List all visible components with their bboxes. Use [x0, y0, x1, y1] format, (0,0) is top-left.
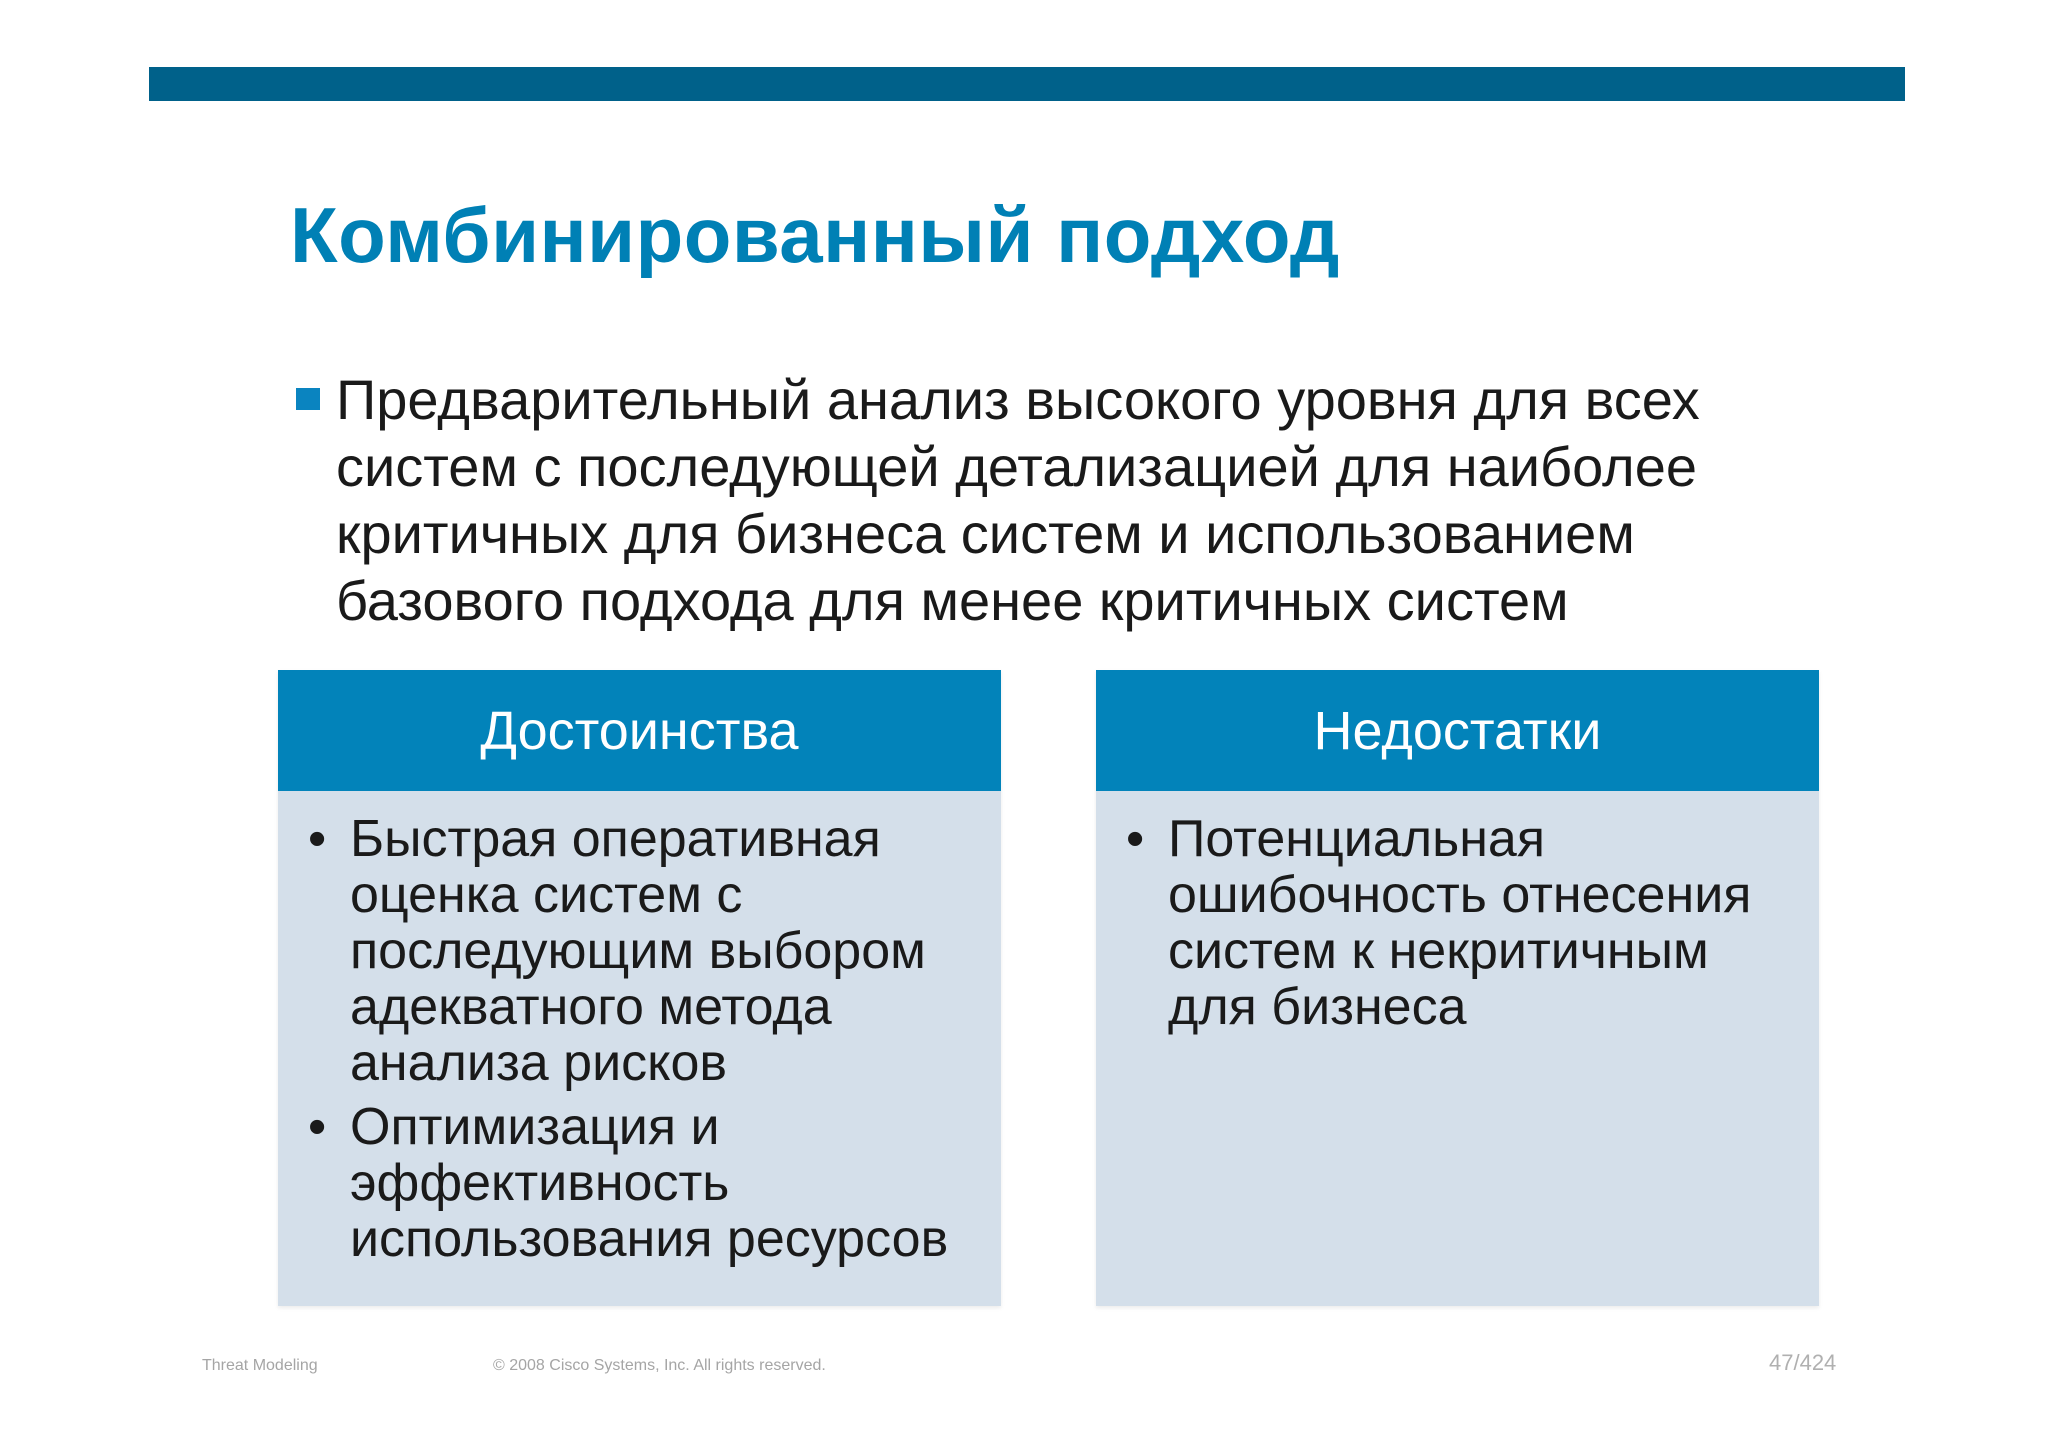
bullet-dot-icon: •	[308, 810, 327, 868]
pros-panel	[278, 670, 1001, 1306]
top-accent-bar	[149, 67, 1905, 101]
bullet-dot-icon: •	[308, 1098, 327, 1156]
footer-label: Threat Modeling	[202, 1357, 318, 1374]
list-item-text: Потенциальная ошибочность отнесения систем к некритичным для бизнеса	[1168, 810, 1752, 1036]
square-bullet-icon	[296, 388, 320, 410]
list-item	[306, 1099, 981, 1267]
page-number: 47/424	[1769, 1350, 1837, 1375]
list-item-text: Оптимизация и эффективность использования ресурсов	[350, 1098, 949, 1268]
bullet-dot-icon: •	[1126, 810, 1145, 868]
cons-header: Недостатки	[1096, 670, 1819, 791]
footer-copyright: © 2008 Cisco Systems, Inc. All rights reserved.	[493, 1357, 826, 1374]
list-item	[306, 811, 981, 1091]
slide-title: Комбинированный подход	[290, 191, 1340, 279]
pros-list	[278, 791, 1001, 1267]
list-item-text: Быстрая оперативная оценка систем с последующим выбором адекватного метода анализа рисков	[350, 810, 926, 1092]
list-item	[1124, 811, 1799, 1035]
pros-header: Достоинства	[278, 670, 1001, 791]
cons-panel	[1096, 670, 1819, 1306]
cons-list	[1096, 791, 1819, 1035]
main-bullet-text: Предварительный анализ высокого уровня для всех систем с последующей детализацией для наиболее критичных для бизнеса систем и использованием базового подхода для менее критичных систем	[336, 368, 1700, 632]
